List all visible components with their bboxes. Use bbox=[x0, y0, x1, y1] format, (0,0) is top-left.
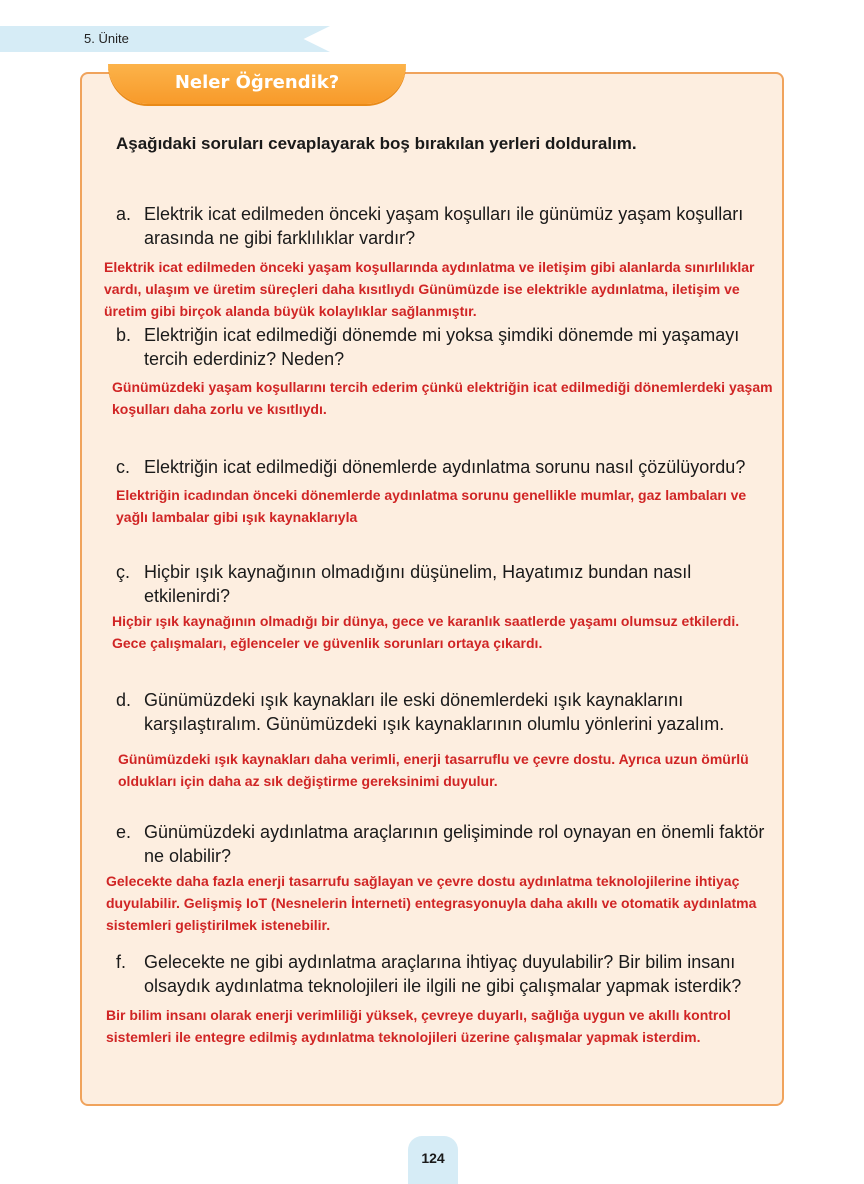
question-a bbox=[116, 202, 776, 250]
question-text: Elektriğin icat edilmediği dönemde mi yoksa şimdiki dönemde mi yaşamayı tercih ederdiniz? Neden? bbox=[144, 325, 740, 369]
question-text: Elektrik icat edilmeden önceki yaşam koşulları ile günümüz yaşam koşulları arasında ne gibi farklılıklar vardır? bbox=[144, 204, 744, 248]
question-text: Günümüzdeki ışık kaynakları ile eski dönemlerdeki ışık kaynaklarını karşılaştıralım. Günümüzdeki ışık kaynaklarının olumlu yönlerini yazalım. bbox=[144, 690, 725, 734]
question-text: Hiçbir ışık kaynağının olmadığını düşünelim, Hayatımız bundan nasıl etkilenirdi? bbox=[144, 562, 692, 606]
answer-e[interactable]: Gelecekte daha fazla enerji tasarrufu sağlayan ve çevre dostu aydınlatma teknolojilerine ihtiyaç duyulabilir. Gelişmiş IoT (Nesnelerin İnterneti) entegrasyonuyla daha akıllı ve otomatik aydınlatma sistemleri geliştirilmek istenebilir. bbox=[106, 873, 757, 933]
question-f bbox=[116, 950, 776, 998]
section-header-banner bbox=[108, 64, 406, 104]
question-c bbox=[116, 455, 776, 479]
instruction-text: Aşağıdaki soruları cevaplayarak boş bırakılan yerleri dolduralım. bbox=[116, 134, 637, 153]
question-letter: d. bbox=[116, 690, 132, 710]
question-text: Gelecekte ne gibi aydınlatma araçlarına ihtiyaç duyulabilir? Bir bilim insanı olsaydık aydınlatma teknolojileri ile ilgili ne gibi çalışmalar yapmak isterdik? bbox=[144, 952, 742, 996]
answer-c[interactable]: Elektriğin icadından önceki dönemlerde aydınlatma sorunu genellikle mumlar, gaz lambaları ve yağlı lambalar gibi ışık kaynaklarıyla bbox=[116, 487, 747, 525]
question-letter: a. bbox=[116, 204, 132, 224]
page-number-tab bbox=[408, 1136, 458, 1184]
question-cedilla bbox=[116, 560, 776, 608]
answer-cedilla[interactable]: Hiçbir ışık kaynağının olmadığı bir dünya, gece ve karanlık saatlerde yaşamı olumsuz etkilerdi. Gece çalışmaları, eğlenceler ve güvenlik sorunları ortaya çıkardı. bbox=[112, 613, 740, 651]
page-number: 124 bbox=[421, 1150, 445, 1166]
question-text: Elektriğin icat edilmediği dönemlerde aydınlatma sorunu nasıl çözülüyordu? bbox=[144, 457, 746, 477]
question-letter: b. bbox=[116, 325, 132, 345]
question-letter: e. bbox=[116, 822, 132, 842]
answer-f[interactable]: Bir bilim insanı olarak enerji verimliliği yüksek, çevreye duyarlı, sağlığa uygun ve akıllı kontrol sistemleri ile entegre edilmiş aydınlatma teknolojileri üzerine çalışmalar yapmak isterdim. bbox=[106, 1007, 731, 1045]
question-text: Günümüzdeki aydınlatma araçlarının gelişiminde rol oynayan en önemli faktör ne olabilir? bbox=[144, 822, 765, 866]
question-letter: c. bbox=[116, 457, 131, 477]
question-letter: f. bbox=[116, 952, 127, 972]
answer-a[interactable]: Elektrik icat edilmeden önceki yaşam koşullarında aydınlatma ve iletişim gibi alanlarda sınırlılıklar vardı, ulaşım ve üretim süreçleri daha kısıtlıydı Günümüzde ise elektrikle aydınlatma, iletişim ve üretim gibi birçok alanda büyük kolaylıklar sağlanmıştır. bbox=[104, 259, 755, 319]
question-e bbox=[116, 820, 776, 868]
question-d bbox=[116, 688, 776, 736]
answer-d[interactable]: Günümüzdeki ışık kaynakları daha verimli, enerji tasarruflu ve çevre dostu. Ayrıca uzun ömürlü oldukları için daha az sık değiştirme gereksinimi duyulur. bbox=[118, 751, 749, 789]
unit-tab bbox=[0, 26, 330, 52]
answer-b[interactable]: Günümüzdeki yaşam koşullarını tercih ederim çünkü elektriğin icat edilmediği dönemlerdeki yaşam koşulları daha zorlu ve kısıtlıydı. bbox=[112, 379, 773, 417]
section-title: Neler Öğrendik? bbox=[174, 72, 340, 93]
question-letter: ç. bbox=[116, 562, 131, 582]
question-b bbox=[116, 323, 776, 371]
unit-label: 5. Ünite bbox=[84, 31, 129, 46]
